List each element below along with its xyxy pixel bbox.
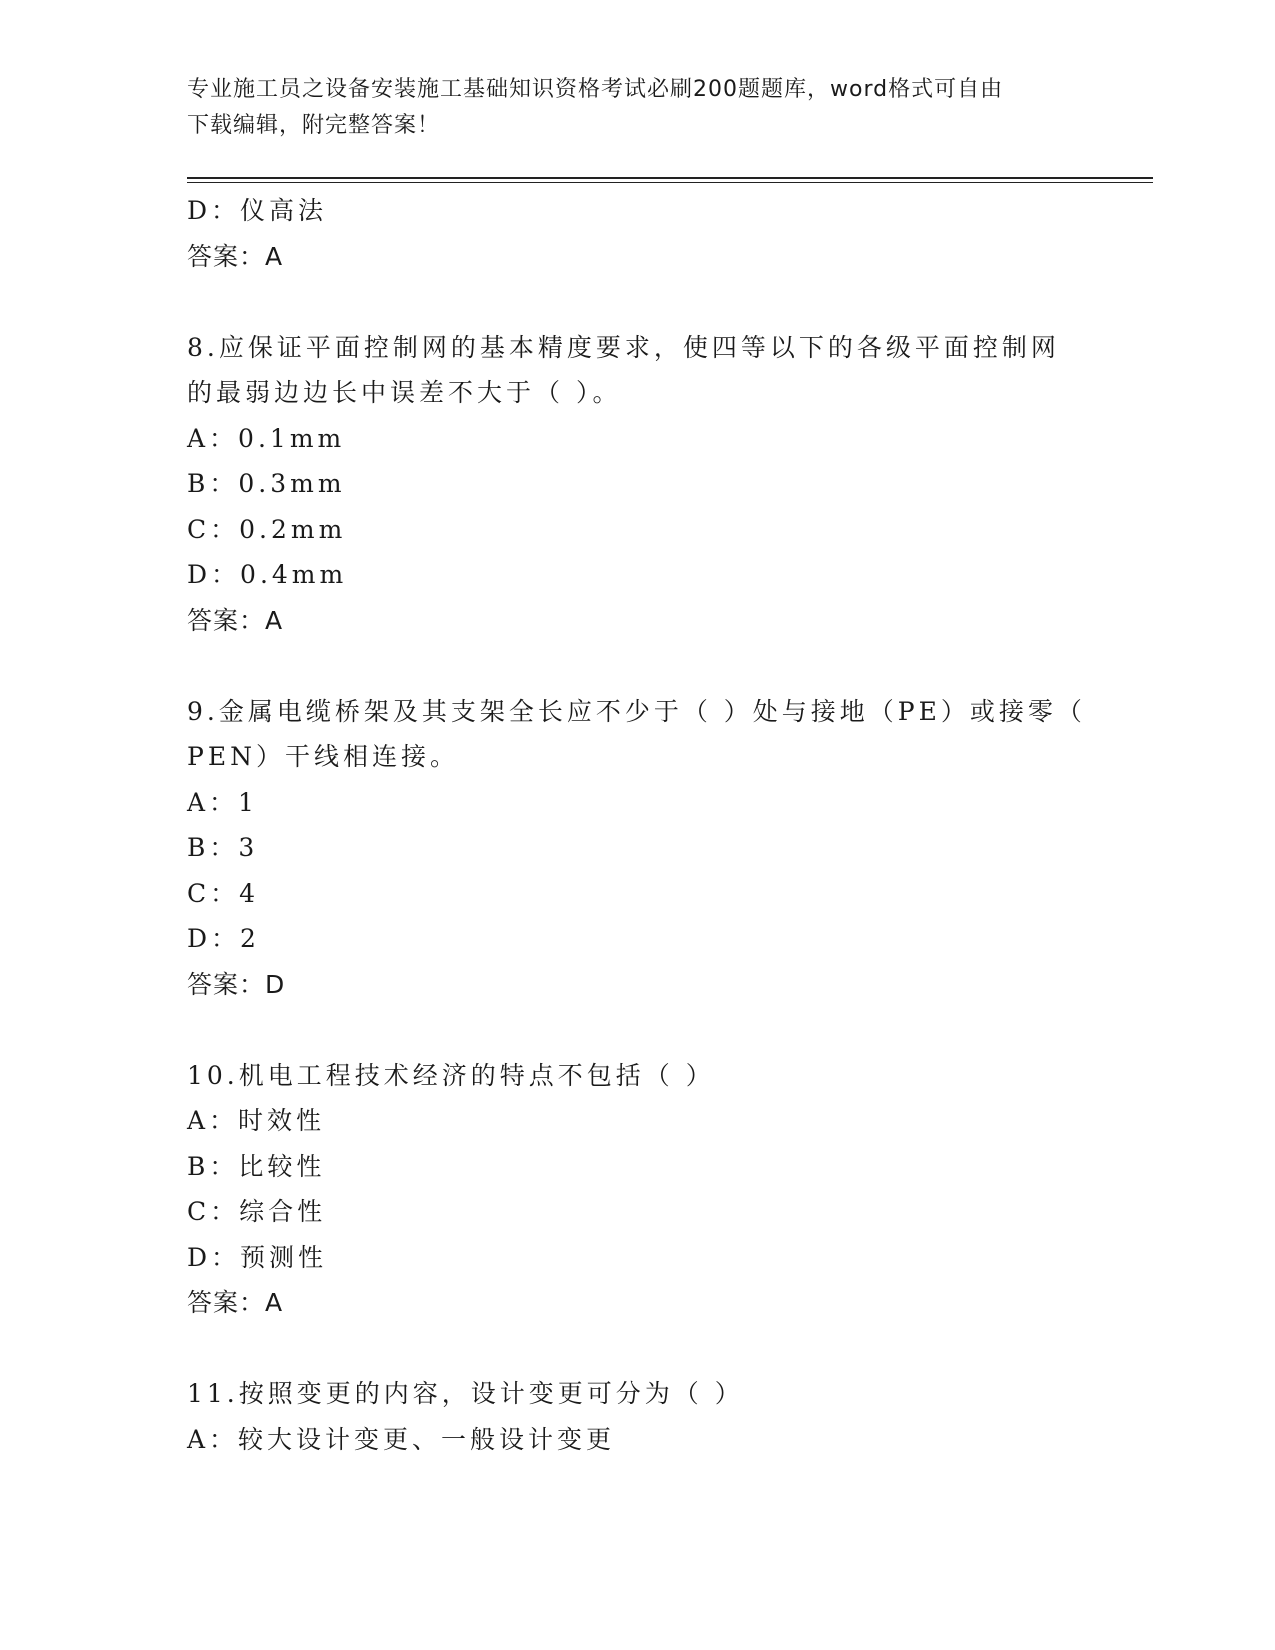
question-stem: 的最弱边边长中误差不大于（ ）。: [187, 378, 622, 407]
spacer: [187, 279, 1087, 325]
document-header: [187, 72, 1067, 144]
option-b: B：0.3mm: [187, 469, 346, 498]
question-stem: 8.应保证平面控制网的基本精度要求，使四等以下的各级平面控制网: [187, 332, 1060, 362]
option-a: A：0.1mm: [187, 423, 346, 453]
option-a: A：较大设计变更、一般设计变更: [187, 1424, 616, 1454]
option-d: D：2: [187, 924, 260, 953]
question-stem: PEN）干线相连接。: [187, 742, 459, 771]
question-11: [187, 1371, 1087, 1462]
question-9: [187, 689, 1087, 1008]
option-d: D：0.4mm: [187, 560, 348, 589]
spacer: [187, 643, 1087, 689]
option-c: C：4: [187, 878, 260, 908]
header-divider-thin: [187, 182, 1153, 183]
option-b: B：比较性: [187, 1151, 326, 1181]
answer: 答案：A: [187, 1288, 284, 1317]
question-stem: 9.金属电缆桥架及其支架全长应不少于（ ）处与接地（PE）或接零（: [187, 696, 1086, 726]
option-a: A：1: [187, 787, 258, 817]
option-b: B：3: [187, 833, 259, 862]
option-c: C：综合性: [187, 1197, 327, 1226]
header-line-1: 专业施工员之设备安装施工基础知识资格考试必刷200题题库，word格式可自由: [187, 77, 1004, 102]
question-stem: 11.按照变更的内容，设计变更可分为（ ）: [187, 1379, 744, 1408]
question-8: [187, 325, 1087, 644]
header-divider-thick: [187, 177, 1153, 179]
spacer: [187, 1007, 1087, 1053]
question-list: [187, 188, 1087, 1462]
option-d: D：仪高法: [187, 196, 328, 225]
header-line-2: 下载编辑，附完整答案！: [187, 113, 441, 138]
answer: 答案：A: [187, 605, 284, 635]
option-a: A：时效性: [187, 1106, 326, 1135]
answer: 答案：D: [187, 969, 286, 999]
question-stem: 10.机电工程技术经济的特点不包括（ ）: [187, 1060, 715, 1090]
option-c: C：0.2mm: [187, 514, 347, 544]
option-d: D：预测性: [187, 1242, 328, 1272]
answer: 答案：A: [187, 241, 284, 271]
spacer: [187, 1326, 1087, 1372]
question-10: [187, 1053, 1087, 1326]
